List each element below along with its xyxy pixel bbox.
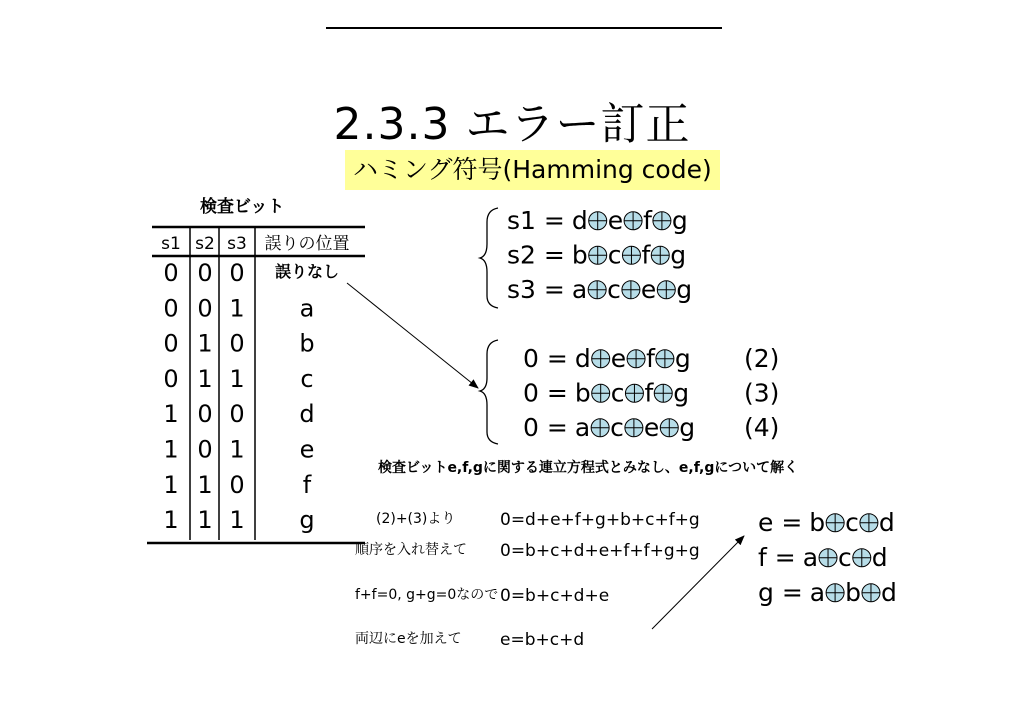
- xor-icon: [654, 384, 672, 402]
- table-cell: 1: [229, 294, 245, 323]
- left-brace-bottom: [480, 340, 498, 444]
- equation-term: g: [676, 275, 693, 304]
- xor-icon: [826, 584, 844, 602]
- xor-icon: [589, 212, 607, 230]
- equation-term: f: [643, 206, 652, 235]
- equation-label: (4): [744, 413, 780, 442]
- derivation-step: 順序を入れ替えて: [355, 542, 467, 558]
- table-cell: b: [299, 329, 315, 358]
- xor-icon: [660, 419, 678, 437]
- xor-icon: [653, 212, 671, 230]
- equation-lhs: s3 =: [507, 275, 565, 304]
- xor-icon: [622, 281, 640, 299]
- xor-icon: [657, 281, 675, 299]
- table-header-cell: s3: [227, 234, 247, 254]
- equation-term: b: [571, 240, 588, 270]
- equation-lhs: s2 =: [507, 240, 565, 270]
- equation-term: c: [610, 413, 624, 442]
- table-cell: 0: [163, 259, 179, 287]
- table-cell: 1: [197, 329, 213, 358]
- equation-term: a: [571, 275, 588, 304]
- table-cell: 0: [229, 470, 245, 499]
- table-cell: 1: [229, 435, 245, 464]
- left-brace-top: [480, 208, 498, 308]
- equation-term: f: [646, 344, 655, 373]
- xor-icon: [826, 514, 844, 532]
- derivation-expr: 0=b+c+d+e+f+f+g+g: [500, 541, 700, 561]
- xor-icon: [627, 350, 645, 368]
- equation-lhs: 0 =: [523, 344, 568, 373]
- equation-term: a: [574, 413, 591, 442]
- xor-icon: [625, 419, 643, 437]
- equation-lhs: f =: [758, 543, 796, 572]
- table-cell: 誤りなし: [274, 262, 340, 281]
- equation-term: d: [871, 543, 888, 572]
- derivation-step: 両辺にeを加えて: [355, 631, 462, 647]
- derivation-step: (2)+(3)より: [376, 511, 456, 527]
- slide-title: 2.3.3 エラー訂正: [333, 99, 691, 150]
- equation-term: e: [640, 275, 657, 304]
- arrow-table-to-equations: [347, 283, 478, 388]
- table-cell: 1: [197, 470, 213, 499]
- equation-label: (2): [744, 344, 780, 373]
- table-cell: 1: [163, 435, 179, 464]
- equation-term: d: [878, 508, 895, 537]
- table-cell: g: [299, 506, 315, 535]
- table-cell: 1: [229, 506, 245, 535]
- table-cell: 0: [197, 400, 213, 429]
- equation-label: (3): [744, 378, 780, 408]
- equation-term: g: [671, 206, 688, 235]
- equation-term: e: [610, 344, 627, 373]
- equation-lhs: 0 =: [523, 413, 568, 442]
- equation-term: g: [670, 240, 687, 270]
- equation-term: b: [845, 578, 861, 607]
- table-cell: 1: [163, 400, 179, 429]
- xor-icon: [656, 350, 674, 368]
- derivation-steps: [355, 510, 700, 650]
- table-cell: 0: [229, 329, 245, 358]
- table-cell: 1: [197, 364, 213, 393]
- xor-icon: [862, 584, 880, 602]
- equation-term: g: [674, 344, 691, 373]
- equation-term: a: [802, 543, 819, 572]
- xor-icon: [592, 384, 610, 402]
- table-cell: 1: [163, 470, 179, 499]
- table-cell: d: [299, 400, 315, 429]
- equation-term: d: [880, 578, 897, 607]
- table-cell: 0: [163, 329, 179, 358]
- table-cell: 0: [197, 294, 213, 323]
- table-cell: e: [299, 435, 315, 464]
- derivation-expr: 0=d+e+f+g+b+c+f+g: [500, 510, 700, 530]
- table-cell: 0: [197, 259, 213, 287]
- xor-icon: [592, 350, 610, 368]
- equation-lhs: 0 =: [523, 378, 568, 408]
- table-cell: c: [300, 364, 314, 393]
- table-cell: 1: [229, 364, 245, 393]
- slide-subtitle: ハミング符号(Hamming code): [345, 150, 720, 190]
- equation-lhs: e =: [758, 508, 803, 537]
- table-cell: 0: [163, 364, 179, 393]
- table-cell: 0: [229, 400, 245, 429]
- derivation-expr: e=b+c+d: [500, 630, 585, 650]
- table-header-cell: 誤りの位置: [264, 234, 350, 254]
- equation-term: c: [607, 240, 622, 270]
- equation-term: d: [571, 206, 588, 235]
- equation-term: b: [574, 378, 591, 408]
- table-cell: 0: [163, 294, 179, 323]
- equation-term: a: [809, 578, 826, 607]
- equation-term: c: [838, 543, 852, 572]
- equation-term: c: [610, 378, 625, 408]
- solve-note: 検査ビットe,f,gに関する連立方程式とみなし、e,f,gについて解く: [378, 460, 799, 476]
- xor-icon: [622, 246, 640, 264]
- xor-icon: [588, 281, 606, 299]
- table-cell: a: [299, 294, 315, 323]
- equation-term: f: [644, 378, 654, 408]
- table-cell: f: [302, 470, 312, 499]
- xor-icon: [853, 549, 871, 567]
- equation-term: d: [574, 344, 591, 373]
- equation-lhs: g =: [758, 578, 803, 607]
- equation-term: b: [809, 508, 826, 537]
- table-caption: 検査ビット: [200, 197, 285, 217]
- equation-term: e: [643, 413, 660, 442]
- derivation-step: f+f=0, g+g=0なので: [355, 587, 499, 603]
- equation-term: f: [641, 240, 651, 270]
- xor-icon: [860, 514, 878, 532]
- table-header-cell: s1: [161, 234, 181, 254]
- table-cell: 0: [229, 259, 245, 287]
- table-cell: 0: [197, 435, 213, 464]
- syndrome-equations: [507, 206, 692, 304]
- zero-equations: [523, 344, 779, 442]
- equation-lhs: s1 =: [507, 206, 565, 235]
- equation-term: g: [673, 378, 690, 408]
- xor-icon: [591, 419, 609, 437]
- derivation-expr: 0=b+c+d+e: [500, 586, 610, 606]
- equation-term: g: [679, 413, 696, 442]
- xor-icon: [651, 246, 669, 264]
- xor-icon: [819, 549, 837, 567]
- xor-icon: [589, 246, 607, 264]
- table-header-cell: s2: [195, 234, 215, 254]
- table-cell: 1: [163, 506, 179, 535]
- solution-equations: [758, 508, 897, 607]
- xor-icon: [624, 212, 642, 230]
- equation-term: c: [845, 508, 859, 537]
- equation-term: e: [607, 206, 624, 235]
- table-cell: 1: [197, 506, 213, 535]
- equation-term: c: [607, 275, 621, 304]
- xor-icon: [625, 384, 643, 402]
